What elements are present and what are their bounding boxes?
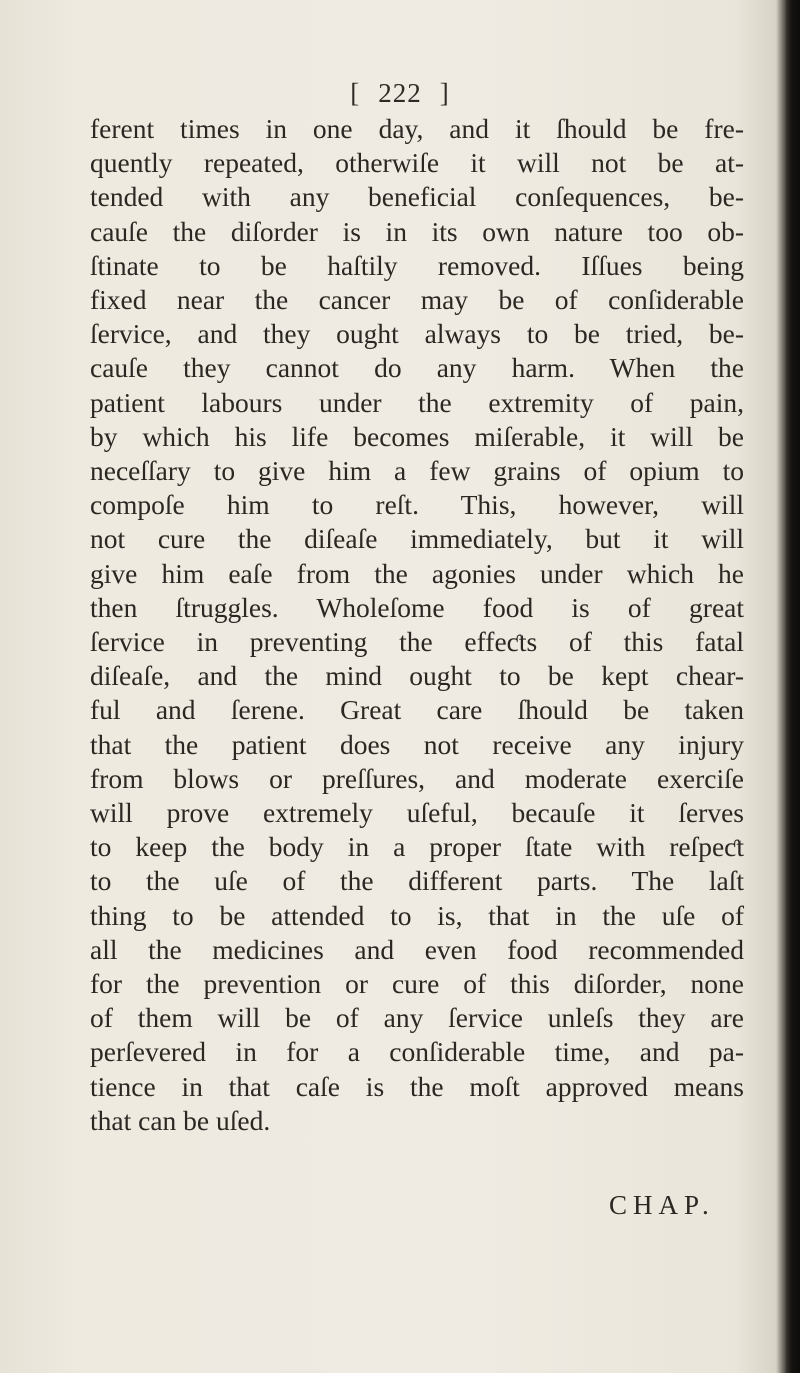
text-line: will prove extremely uſeful, becauſe it ſerves <box>90 797 744 829</box>
text-line: perſevered in for a conſiderable time, and pa- <box>90 1036 744 1068</box>
text-line: fixed near the cancer may be of conſiderable <box>90 284 744 316</box>
text-line: that the patient does not receive any injury <box>90 728 744 760</box>
text-line: thing to be attended to is, that in the uſe of <box>90 899 744 931</box>
text-line: all the medicines and even food recommended <box>90 933 744 965</box>
text-line: tience in that caſe is the moſt approved means <box>90 1070 744 1102</box>
book-spine-shadow <box>786 0 800 1373</box>
text-line: ſervice, and they ought always to be tried, be- <box>90 318 744 350</box>
text-line: neceſſary to give him a few grains of opium to <box>90 455 744 487</box>
text-line-last: that can be uſed. <box>90 1104 271 1136</box>
text-line: to keep the body in a proper ſtate with reſpeƈt <box>90 831 744 863</box>
text-line: diſeaſe, and the mind ought to be kept chear- <box>90 660 744 692</box>
text-line: of them will be of any ſervice unleſs they are <box>90 1002 744 1034</box>
running-header <box>0 78 800 109</box>
bracket-close: ] <box>439 78 450 108</box>
text-line: to the uſe of the different parts. The laſt <box>90 865 744 897</box>
text-line: ſtinate to be haſtily removed. Iſſues being <box>90 249 744 281</box>
text-line: for the prevention or cure of this diſorder, none <box>90 968 744 1000</box>
text-line: patient labours under the extremity of pain, <box>90 386 744 418</box>
text-line: cauſe they cannot do any harm. When the <box>90 352 744 384</box>
text-line: ful and ſerene. Great care ſhould be taken <box>90 694 744 726</box>
text-line: ſervice in preventing the effeƈts of this fatal <box>90 626 744 658</box>
text-line: from blows or preſſures, and moderate exerciſe <box>90 762 744 794</box>
body-text <box>90 112 744 1138</box>
page-number: 222 <box>378 78 422 108</box>
bracket-open: [ <box>350 78 361 108</box>
text-line: give him eaſe from the agonies under which he <box>90 557 744 589</box>
text-line: then ſtruggles. Wholeſome food is of great <box>90 591 744 623</box>
text-line: not cure the diſeaſe immediately, but it will <box>90 523 744 555</box>
text-line: cauſe the diſorder is in its own nature too ob- <box>90 215 744 247</box>
catchword: CHAP. <box>609 1190 715 1220</box>
text-line: quently repeated, otherwiſe it will not be at- <box>90 147 744 179</box>
text-line: compoſe him to reſt. This, however, will <box>90 489 744 521</box>
text-line: by which his life becomes miſerable, it will be <box>90 420 744 452</box>
text-line: tended with any beneficial conſequences, be- <box>90 181 744 213</box>
text-line: ferent times in one day, and it ſhould be fre- <box>90 113 744 144</box>
